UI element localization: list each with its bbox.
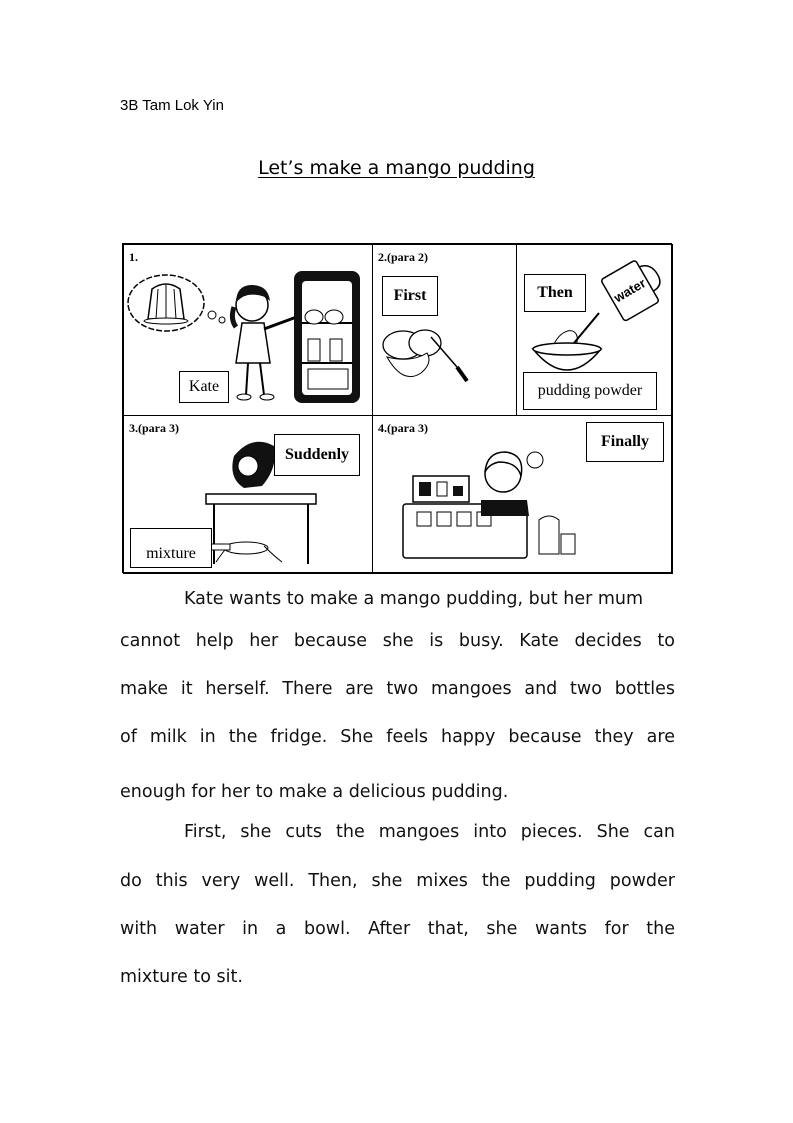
- page-title: [0, 157, 793, 179]
- panel-3-para: [123, 415, 373, 574]
- panel-3: [516, 244, 673, 416]
- label-first: First: [382, 276, 438, 316]
- mango-knife-illustration: [373, 245, 517, 416]
- panel-4-para: [372, 415, 673, 574]
- story-line: Kate wants to make a mango pudding, but her mum: [184, 589, 644, 609]
- story-line: make it herself. There are two mangoes and two bottles: [120, 679, 675, 699]
- label-kate: Kate: [179, 371, 229, 403]
- story-line: do this very well. Then, she mixes the pudding powder: [120, 871, 675, 891]
- label-finally: Finally: [586, 422, 664, 462]
- panel-2: [372, 244, 517, 416]
- label-suddenly: Suddenly: [274, 434, 360, 476]
- panel-1-number: 1.: [129, 250, 138, 264]
- kate-fridge-illustration: [124, 245, 373, 416]
- story-line: of milk in the fridge. She feels happy because they are: [120, 727, 675, 747]
- title-text: Let’s make a mango pudding: [258, 157, 535, 179]
- picture-grid: [122, 243, 672, 573]
- story-line: mixture to sit.: [120, 967, 243, 987]
- story-line: with water in a bowl. After that, she wants for the: [120, 919, 675, 939]
- story-line: cannot help her because she is busy. Kate decides to: [120, 631, 675, 651]
- panel-4-number: 4.(para 3): [378, 421, 428, 435]
- label-mixture: mixture: [130, 528, 212, 568]
- panel-3-number: 3.(para 3): [129, 421, 179, 435]
- author-name: 3B Tam Lok Yin: [120, 97, 224, 114]
- story-line: enough for her to make a delicious pudding.: [120, 782, 509, 802]
- label-pudding-powder: pudding powder: [523, 372, 657, 410]
- panel-1: [123, 244, 373, 416]
- label-then: Then: [524, 274, 586, 312]
- story-line: First, she cuts the mangoes into pieces. She can: [184, 822, 675, 842]
- panel-2-number: 2.(para 2): [378, 250, 428, 264]
- jug-label: water: [611, 275, 649, 306]
